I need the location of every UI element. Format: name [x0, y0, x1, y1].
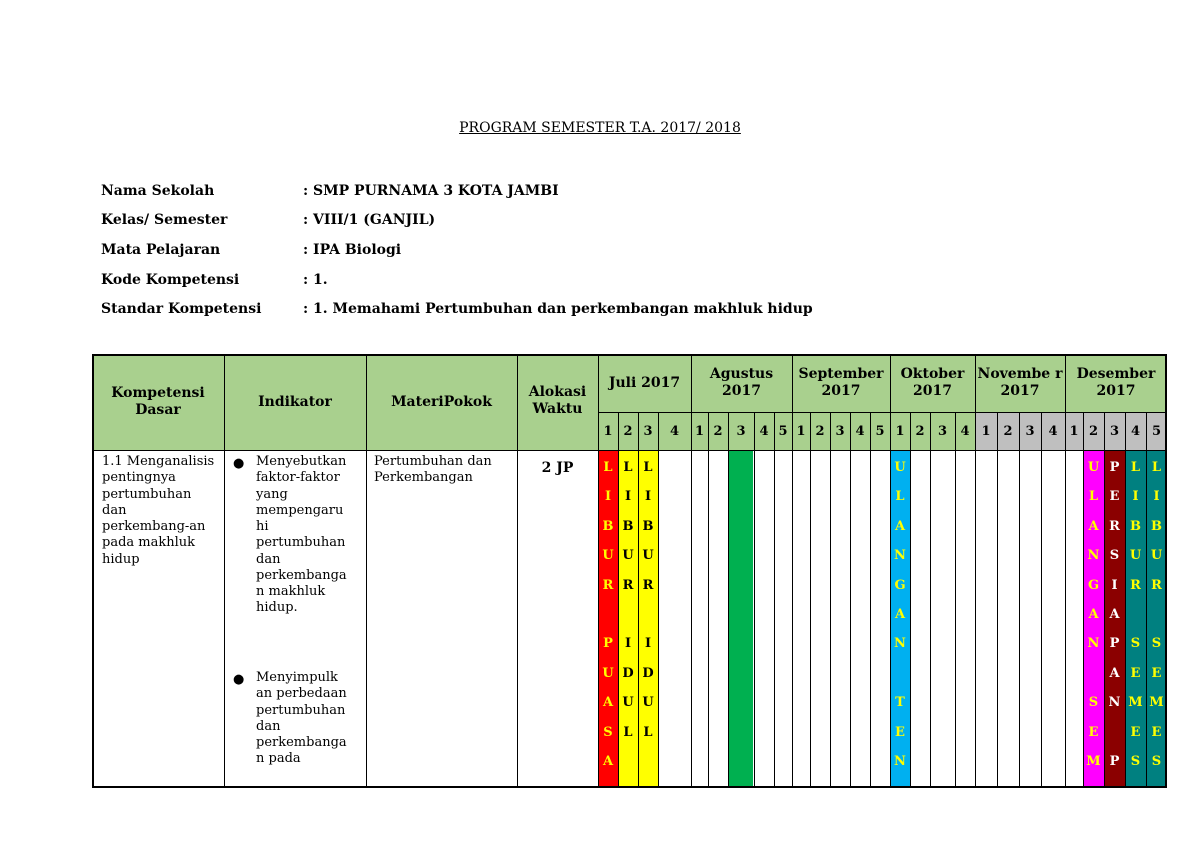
column-letter: M — [1149, 695, 1164, 711]
column-letter: E — [1130, 724, 1141, 740]
column-letter: U — [1150, 548, 1163, 564]
column-letter: M — [1128, 695, 1143, 711]
week-line — [930, 412, 931, 788]
column-letter: N — [894, 753, 906, 769]
week-line — [1019, 412, 1020, 788]
alokasi-text: 2 JP — [541, 460, 574, 476]
week-line — [910, 412, 911, 788]
column-letter: A — [602, 695, 614, 711]
month-september: September 2017 — [792, 354, 890, 412]
col-line — [792, 354, 793, 788]
week-column-desember-2 — [1104, 451, 1125, 788]
week-column-juli-1 — [598, 451, 618, 788]
header-separator — [92, 450, 1167, 451]
column-letter: S — [1130, 753, 1141, 769]
column-letter: L — [623, 724, 633, 740]
column-letter: U — [602, 548, 614, 564]
column-letter: I — [604, 489, 612, 505]
column-letter: U — [622, 548, 634, 564]
week-column-oktober-1 — [890, 451, 910, 788]
month-juli: Juli 2017 — [598, 354, 691, 412]
column-letter: N — [1087, 548, 1100, 564]
column-letter: L — [623, 460, 633, 475]
week-september-1: 1 — [792, 412, 810, 450]
column-letter: S — [603, 724, 613, 740]
column-letter: A — [1109, 665, 1120, 681]
month-desember: Desember 2017 — [1065, 354, 1167, 412]
column-letter: M — [1086, 753, 1101, 769]
info-label: Standar Kompetensi — [101, 301, 262, 317]
header-materi-pokok: MateriPokok — [366, 354, 517, 450]
column-letter: S — [1130, 636, 1141, 652]
header-kompetensi-dasar: Kompetensi Dasar — [92, 354, 224, 450]
week-november-1: 1 — [975, 412, 997, 450]
column-letter: S — [1151, 636, 1162, 652]
col-line — [224, 354, 225, 788]
week-desember-2: 2 — [1083, 412, 1104, 450]
column-letter: A — [1088, 606, 1099, 622]
month-oktober: Oktober 2017 — [890, 354, 975, 412]
column-letter: R — [602, 577, 614, 593]
week-line — [870, 412, 871, 788]
week-oktober-1: 1 — [890, 412, 910, 450]
column-letter: G — [894, 577, 906, 593]
column-letter: U — [622, 695, 634, 711]
week-agustus-4: 4 — [754, 412, 774, 450]
week-line — [1146, 412, 1147, 788]
column-letter: U — [642, 695, 654, 711]
column-letter: E — [1151, 724, 1162, 740]
table-border-left — [92, 354, 94, 788]
week-line — [1125, 412, 1126, 788]
week-desember-4: 4 — [1125, 412, 1146, 450]
week-line — [618, 412, 619, 788]
info-value: : 1. Memahami Pertumbuhan dan perkembangan makhluk hidup — [303, 301, 813, 317]
column-letter: A — [894, 606, 906, 622]
column-letter: L — [895, 489, 905, 505]
column-letter: B — [602, 518, 614, 534]
week-juli-2: 2 — [618, 412, 638, 450]
column-letter: N — [1108, 695, 1121, 711]
column-letter: L — [603, 460, 613, 475]
column-letter: T — [895, 695, 905, 711]
week-column-desember-4 — [1146, 451, 1167, 788]
week-desember-5: 5 — [1146, 412, 1167, 450]
week-line — [1041, 412, 1042, 788]
week-agustus-1: 1 — [691, 412, 708, 450]
indikator-item-1: Menyebutkan faktor-faktor yang mempengaru hi pertumbuhan dan perkembanga n makhluk hidup. — [256, 454, 347, 616]
week-line — [810, 412, 811, 788]
column-letter: U — [602, 665, 614, 681]
indikator-item-2: Menyimpulk an perbedaan pertumbuhan dan perkembanga n pada — [256, 670, 347, 767]
week-column-agustus-3 — [729, 451, 753, 788]
info-value: : 1. — [303, 272, 328, 288]
column-letter: A — [894, 518, 906, 534]
table-border-right — [1165, 354, 1167, 788]
column-letter: E — [895, 724, 905, 740]
column-letters — [729, 451, 753, 453]
week-september-3: 3 — [830, 412, 850, 450]
column-letter: G — [1087, 577, 1100, 593]
column-letter: I — [624, 489, 632, 505]
info-label: Mata Pelajaran — [101, 242, 221, 258]
column-letter: U — [1129, 548, 1142, 564]
week-oktober-4: 4 — [955, 412, 975, 450]
week-line — [850, 412, 851, 788]
month-agustus: Agustus 2017 — [691, 354, 792, 412]
kd-text: 1.1 Menganalisis pentingnya pertumbuhan dan perkembang-an pada makhluk hidup — [102, 454, 215, 567]
column-letter: L — [643, 724, 653, 740]
col-line — [1065, 354, 1066, 788]
col-line — [890, 354, 891, 788]
header-alokasi-waktu: Alokasi Waktu — [517, 354, 598, 450]
column-letter: S — [1151, 753, 1162, 769]
column-letter: U — [642, 548, 654, 564]
column-letters — [1125, 451, 1146, 776]
column-letters — [638, 451, 658, 776]
week-desember-3: 3 — [1104, 412, 1125, 450]
week-line — [955, 412, 956, 788]
week-agustus-3: 3 — [728, 412, 754, 450]
column-letter: U — [1087, 460, 1100, 475]
column-letter: R — [1151, 577, 1162, 593]
week-juli-3: 3 — [638, 412, 658, 450]
column-letter: R — [1109, 518, 1120, 534]
column-letter: B — [1151, 518, 1162, 534]
column-letters — [1104, 451, 1125, 776]
info-label: Kelas/ Semester — [101, 212, 228, 228]
week-column-desember-1 — [1083, 451, 1104, 788]
bullet-icon: ● — [233, 672, 245, 687]
column-letter: L — [1151, 460, 1162, 475]
week-september-2: 2 — [810, 412, 830, 450]
column-letter: N — [894, 548, 906, 564]
column-letter: E — [1130, 665, 1141, 681]
info-label: Kode Kompetensi — [101, 272, 240, 288]
month-separator — [598, 412, 1167, 413]
materi-text: Pertumbuhan dan Perkembangan — [374, 454, 492, 486]
column-letter: I — [644, 489, 652, 505]
col-line — [598, 354, 599, 788]
week-line — [754, 412, 755, 788]
column-letters — [890, 451, 910, 776]
column-letter: E — [1088, 724, 1099, 740]
table-border-bottom — [92, 786, 1167, 788]
column-letter: I — [1153, 489, 1160, 505]
info-value: : SMP PURNAMA 3 KOTA JAMBI — [303, 183, 559, 199]
week-line — [1104, 412, 1105, 788]
week-agustus-2: 2 — [708, 412, 728, 450]
column-letter: L — [643, 460, 653, 475]
column-letter: R — [1130, 577, 1141, 593]
col-line — [975, 354, 976, 788]
week-column-desember-3 — [1125, 451, 1146, 788]
week-juli-4: 4 — [658, 412, 691, 450]
column-letter: I — [624, 636, 632, 652]
column-letter: N — [1087, 636, 1100, 652]
column-letter: P — [1109, 636, 1120, 652]
week-juli-1: 1 — [598, 412, 618, 450]
column-letter: R — [642, 577, 654, 593]
col-line — [691, 354, 692, 788]
week-column-juli-3 — [638, 451, 658, 788]
week-november-4: 4 — [1041, 412, 1065, 450]
column-letter: S — [1088, 695, 1099, 711]
week-column-juli-2 — [618, 451, 638, 788]
week-november-3: 3 — [1019, 412, 1041, 450]
bullet-icon: ● — [233, 456, 245, 471]
column-letter: B — [1130, 518, 1141, 534]
page-title: PROGRAM SEMESTER T.A. 2017/ 2018 — [459, 120, 741, 136]
month-november: Novembe r 2017 — [975, 354, 1065, 412]
week-agustus-5: 5 — [774, 412, 792, 450]
column-letters — [1146, 451, 1167, 776]
column-letter: I — [644, 636, 652, 652]
column-letter: D — [622, 665, 634, 681]
column-letter: A — [602, 753, 614, 769]
column-letter: E — [1151, 665, 1162, 681]
week-line — [708, 412, 709, 788]
header-indikator: Indikator — [224, 354, 366, 450]
column-letters — [618, 451, 638, 776]
col-line — [366, 354, 367, 788]
info-value: : VIII/1 (GANJIL) — [303, 212, 436, 228]
column-letters — [1083, 451, 1104, 776]
week-line — [638, 412, 639, 788]
week-oktober-3: 3 — [930, 412, 955, 450]
column-letter: A — [1088, 518, 1099, 534]
column-letter: I — [1111, 577, 1118, 593]
week-oktober-2: 2 — [910, 412, 930, 450]
column-letter: P — [1109, 753, 1120, 769]
week-desember-1: 1 — [1065, 412, 1083, 450]
week-line — [997, 412, 998, 788]
week-september-4: 4 — [850, 412, 870, 450]
column-letter: U — [894, 460, 906, 475]
column-letter: I — [1132, 489, 1139, 505]
column-letter: B — [622, 518, 634, 534]
column-letter: L — [1088, 489, 1099, 505]
column-letter: P — [603, 636, 613, 652]
week-line — [658, 412, 659, 788]
column-letter: R — [622, 577, 634, 593]
semester-program-table — [92, 354, 1167, 788]
column-letter: S — [1109, 548, 1120, 564]
column-letter: E — [1109, 489, 1120, 505]
column-letter: L — [1130, 460, 1141, 475]
column-letter: A — [1109, 606, 1120, 622]
week-line — [728, 412, 729, 788]
info-label: Nama Sekolah — [101, 183, 215, 199]
week-november-2: 2 — [997, 412, 1019, 450]
table-border-top — [92, 354, 1167, 356]
column-letters — [598, 451, 618, 776]
week-line — [1083, 412, 1084, 788]
week-september-5: 5 — [870, 412, 890, 450]
info-value: : IPA Biologi — [303, 242, 402, 258]
column-letter: P — [1109, 460, 1120, 475]
week-line — [830, 412, 831, 788]
column-letter: B — [642, 518, 654, 534]
column-letter: N — [894, 636, 906, 652]
column-letter: D — [642, 665, 654, 681]
week-line — [774, 412, 775, 788]
col-line — [517, 354, 518, 788]
